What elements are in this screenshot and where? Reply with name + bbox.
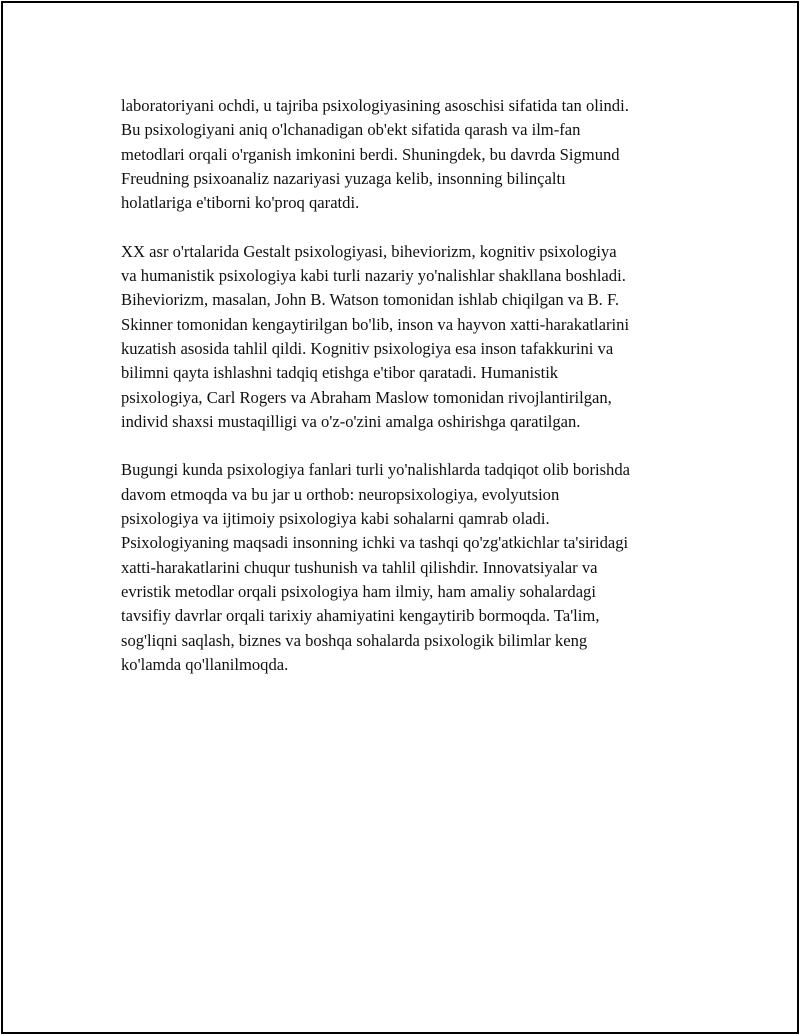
paragraph-3: Bugungi kunda psixologiya fanlari turli yo'nalishlarda tadqiqot olib borishda davom etmoqda va bu jar u orthob: neuropsixologiya, evolyutsion psixologiya va ijtimoiy psixologiya kabi sohalarni qamrab oladi. Psixologiyaning maqsadi insonning ichki va tashqi qo'zg'atkichlar ta'siridagi xatti-harakatlarini chuqur tushunish va tahlil qilishdir. Innovatsiyalar va evristik metodlar orqali psixologiya ham ilmiy, ham amaliy sohalardagi tavsifiy davrlar orqali tarixiy ahamiyatini kengaytirib bormoqda. Ta'lim, sog'liqni saqlash, biznes va boshqa sohalarda psixologik bilimlar keng ko'lamda qo'llanilmoqda. [121,460,631,674]
document-body [121,94,687,701]
paragraph-1: laboratoriyani ochdi, u tajriba psixologiyasining asoschisi sifatida tan olindi. Bu psixologiyani aniq o'lchanadigan ob'ekt sifatida qarash va ilm-fan metodlari orqali o'rganish imkonini berdi. Shuningdek, bu davrda Sigmund Freudning psixoanaliz nazariyasi yuzaga kelib, insonning bilinçaltı holatlariga e'tiborni ko'proq qaratdi. [121,96,629,213]
paragraph-2: XX asr o'rtalarida Gestalt psixologiyasi, biheviorizm, kognitiv psixologiya va humanistik psixologiya kabi turli nazariy yo'nalishlar shakllana boshladi. Biheviorizm, masalan, John B. Watson tomonidan ishlab chiqilgan va B. F. Skinner tomonidan kengaytirilgan bo'lib, inson va hayvon xatti-harakatlarini kuzatish asosida tahlil qildi. Kognitiv psixologiya esa inson tafakkurini va bilimni qayta ishlashni tadqiq etishga e'tibor qaratadi. Humanistik psixologiya, Carl Rogers va Abraham Maslow tomonidan rivojlantirilgan, individ shaxsi mustaqilligi va o'z-o'zini amalga oshirishga qaratilgan. [121,241,630,431]
document-page [1,1,799,1034]
